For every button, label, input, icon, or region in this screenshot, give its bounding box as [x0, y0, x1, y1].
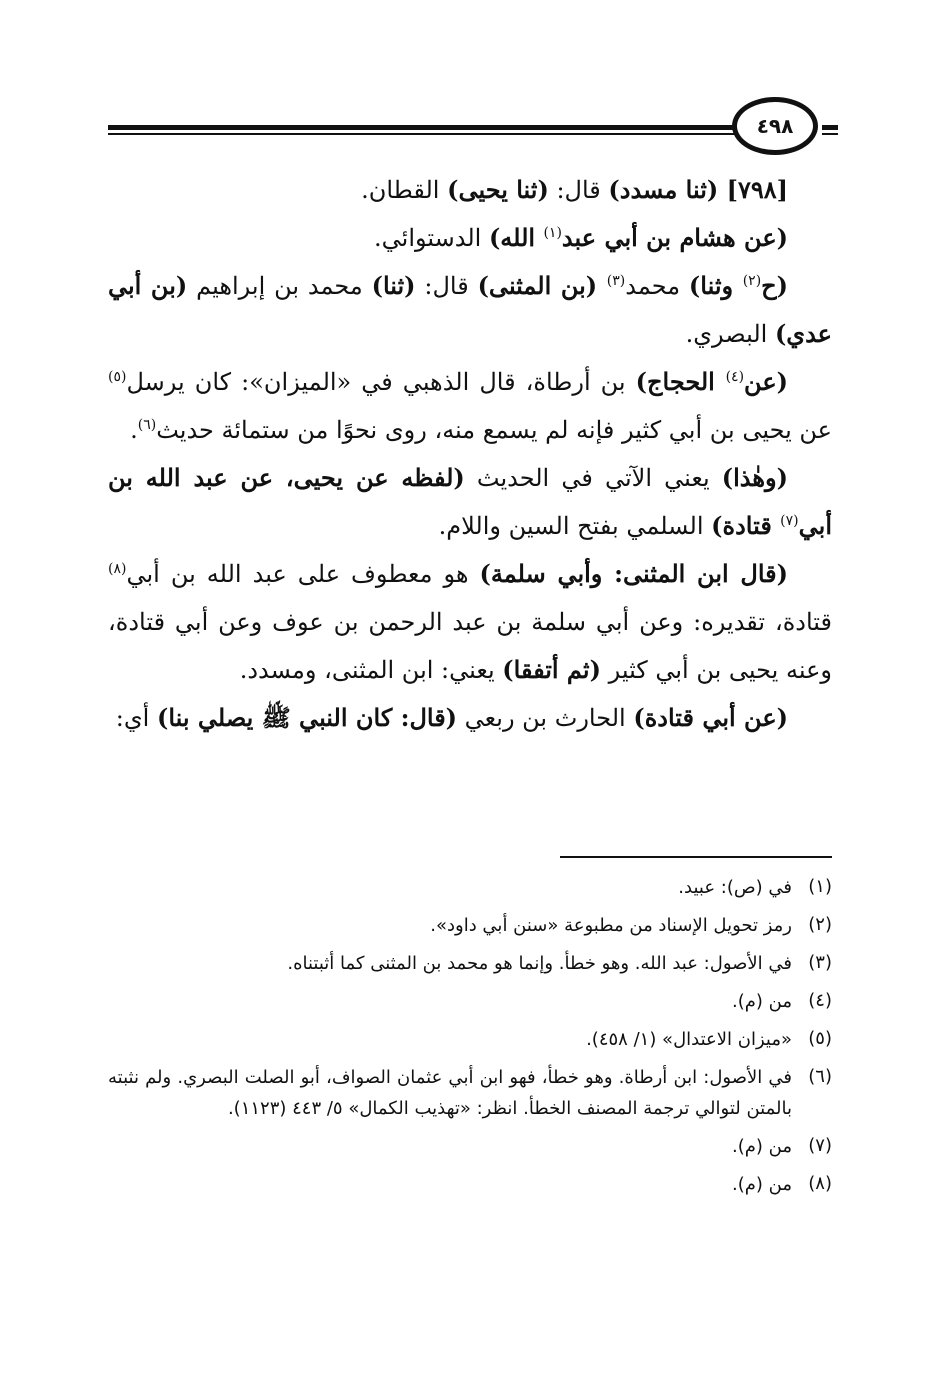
paragraph-3: [108, 262, 832, 358]
header-rule-thick: [108, 125, 748, 130]
text-segment: (وهٰذا): [721, 463, 788, 492]
text-segment: (عن أبي قتادة): [633, 703, 788, 732]
text-segment: قال:: [415, 272, 478, 300]
footnote-text: من (م).: [732, 1136, 792, 1157]
footnote-ref[interactable]: (٥): [108, 369, 127, 385]
header-rule-right-thin: [822, 133, 838, 135]
text-segment: القطان.: [361, 176, 448, 204]
text-segment: (ثنا يحيى): [447, 175, 549, 204]
footnote-ref[interactable]: (٣): [606, 273, 626, 289]
footnote-number: (٨): [808, 1173, 832, 1194]
footnote-ref[interactable]: (٧): [780, 513, 799, 529]
paragraph-2: [108, 214, 832, 262]
footnote: [108, 868, 832, 906]
text-segment: (قال ابن المثنى: وأبي سلمة): [479, 559, 788, 588]
text-segment: أي:: [115, 704, 157, 732]
footnote-number: (٣): [808, 952, 832, 973]
paragraph-4: [108, 358, 832, 454]
header-rule-right-thick: [822, 125, 838, 130]
text-segment: يعني: ابن المثنى، ومسدد.: [239, 656, 503, 684]
footnote-number: (١): [808, 876, 832, 897]
text-segment: قتادة): [711, 511, 781, 540]
footnote: [108, 944, 832, 982]
footnote: [108, 906, 832, 944]
text-segment: محمد بن إبراهيم: [187, 272, 372, 300]
text-segment: الله): [488, 223, 544, 252]
footnote-ref[interactable]: (٤): [725, 369, 745, 385]
text-segment: (قال: كان النبي ﷺ يصلي بنا): [156, 703, 458, 732]
footnote-text: رمز تحويل الإسناد من مطبوعة «سنن أبي داود».: [430, 915, 792, 936]
paragraph-6: [108, 550, 832, 694]
footnote-text: في (ص): عبيد.: [678, 877, 792, 898]
footnote-text: «ميزان الاعتدال» (١/ ٤٥٨).: [586, 1029, 792, 1050]
text-segment: البصري.: [685, 320, 775, 348]
main-text: [108, 166, 832, 742]
text-segment: (عن: [744, 367, 788, 396]
footnote-text: من (م).: [732, 991, 792, 1012]
footnote: [108, 982, 832, 1020]
text-segment: قال:: [548, 176, 609, 204]
text-segment: بن أرطاة، قال الذهبي في «الميزان»: كان يرسل: [126, 368, 636, 396]
text-segment: الحارث بن ربعي: [457, 704, 634, 732]
text-segment: (ثم أتفقا): [502, 655, 601, 684]
text-segment: وثنا): [688, 271, 743, 300]
text-segment: الحجاج): [635, 367, 726, 396]
footnote: [108, 1165, 832, 1203]
page-header: [108, 95, 838, 159]
text-segment: محمد: [625, 272, 689, 300]
footnote-ref[interactable]: (٨): [108, 561, 127, 577]
footnote-number: (٦): [808, 1066, 832, 1087]
text-segment: (لفظه عن يحيى، عن عبد الله بن أبي: [108, 463, 832, 540]
footnote-number: (٥): [808, 1028, 832, 1049]
text-segment: .: [130, 416, 138, 444]
text-segment: قتادة، تقديره: وعن أبي سلمة بن عبد الرحمن بن عوف وعن أبي قتادة، وعنه يحيى بن أبي كثير: [108, 608, 832, 684]
footnote-text: في الأصول: ابن أرطاة. وهو خطأ، فهو ابن أبي عثمان الصواف، أبو الصلت البصري. ولم نثبته بالمتن لتوالي ترجمة المصنف الخطأ. انظر: «تهذيب الكمال» ٥/ ٤٤٣ (١١٢٣).: [108, 1067, 792, 1119]
text-segment: السلمي بفتح السين واللام.: [438, 512, 712, 540]
footnote-separator: [560, 856, 832, 858]
text-segment: (ثنا): [371, 271, 416, 300]
footnote-number: (٢): [808, 914, 832, 935]
footnote: [108, 1020, 832, 1058]
paragraph-1: [108, 166, 832, 214]
footnote-ref[interactable]: (٢): [742, 273, 762, 289]
text-segment: (ح: [761, 271, 789, 300]
footnote: [108, 1058, 832, 1127]
footnote-number: (٧): [808, 1135, 832, 1156]
text-segment: (بن أبي عدي): [108, 271, 832, 348]
footnote-text: في الأصول: عبد الله. وهو خطأ. وإنما هو محمد بن المثنى كما أثبتناه.: [287, 953, 792, 974]
text-segment: عن يحيى بن أبي كثير فإنه لم يسمع منه، روى نحوًا من ستمائة حديث: [156, 416, 832, 444]
footnote-text: من (م).: [732, 1174, 792, 1195]
page-number: ٤٩٨: [732, 97, 818, 155]
footnote-number: (٤): [808, 990, 832, 1011]
text-segment: هو معطوف على عبد الله بن أبي: [126, 560, 480, 588]
text-segment: [٧٩٨] (ثنا مسدد): [608, 175, 788, 204]
paragraph-5: [108, 454, 832, 550]
footnote-ref[interactable]: (٦): [137, 417, 157, 433]
paragraph-7: [108, 694, 832, 742]
header-rule-thin: [108, 133, 748, 135]
text-segment: الدستوائي.: [374, 224, 489, 252]
footnote-ref[interactable]: (١): [543, 225, 562, 241]
text-segment: (بن المثنى): [477, 271, 607, 300]
footnotes: [108, 868, 832, 1203]
footnote: [108, 1127, 832, 1165]
text-segment: (عن هشام بن أبي عبد: [561, 223, 788, 252]
text-segment: يعني الآتي في الحديث: [464, 464, 722, 492]
